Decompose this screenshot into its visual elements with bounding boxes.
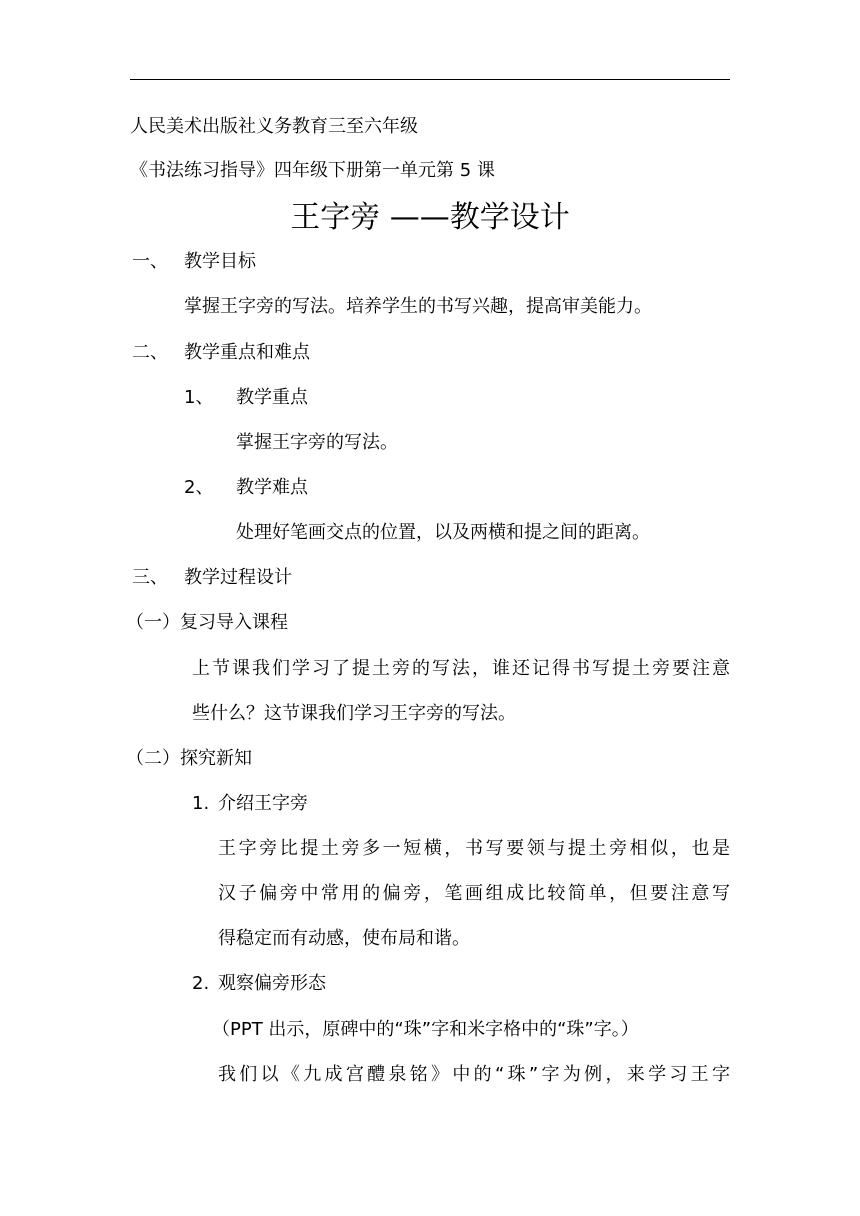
publisher-line: 人民美术出版社义务教育三至六年级 <box>130 116 418 137</box>
part-2-heading: （二）探究新知 <box>126 748 252 769</box>
section-3-heading: 教学过程设计 <box>184 567 292 588</box>
section-2-heading: 教学重点和难点 <box>184 342 310 363</box>
section-1-marker: 一、 <box>132 251 168 272</box>
subsection-2-heading: 教学难点 <box>236 477 308 498</box>
item-1-line-1: 王字旁比提土旁多一短横，书写要领与提土旁相似，也是 <box>218 838 730 859</box>
header-rule <box>130 79 730 80</box>
item-2-line-2: 我们以《九成宫醴泉铭》中的“珠”字为例，来学习王字 <box>218 1064 730 1085</box>
item-1-line-3: 得稳定而有动感，使布局和谐。 <box>218 928 470 949</box>
subsection-1-marker: 1、 <box>184 387 214 408</box>
item-1-heading: 介绍王字旁 <box>218 793 308 814</box>
part-1-line-1: 上节课我们学习了提土旁的写法，谁还记得书写提土旁要注意 <box>192 658 730 679</box>
section-1-heading: 教学目标 <box>184 251 256 272</box>
item-1-line-2: 汉子偏旁中常用的偏旁，笔画组成比较简单，但要注意写 <box>218 883 730 904</box>
item-2-marker: 2. <box>192 973 210 994</box>
part-1-heading: （一）复习导入课程 <box>126 612 288 633</box>
subsection-2-body: 处理好笔画交点的位置，以及两横和提之间的距离。 <box>236 522 650 543</box>
section-2-marker: 二、 <box>132 342 168 363</box>
part-1-line-2: 些什么？这节课我们学习王字旁的写法。 <box>192 703 516 724</box>
item-1-marker: 1. <box>192 793 210 814</box>
document-title: 王字旁 ——教学设计 <box>290 200 570 235</box>
subsection-1-body: 掌握王字旁的写法。 <box>236 432 398 453</box>
course-line: 《书法练习指导》四年级下册第一单元第 5 课 <box>130 160 495 181</box>
section-3-marker: 三、 <box>132 567 168 588</box>
item-2-heading: 观察偏旁形态 <box>218 973 326 994</box>
item-2-line-1: （PPT 出示，原碑中的“珠”字和米字格中的“珠”字。） <box>212 1019 639 1040</box>
subsection-1-heading: 教学重点 <box>236 387 308 408</box>
subsection-2-marker: 2、 <box>184 477 214 498</box>
section-1-body: 掌握王字旁的写法。培养学生的书写兴趣，提高审美能力。 <box>184 296 652 317</box>
